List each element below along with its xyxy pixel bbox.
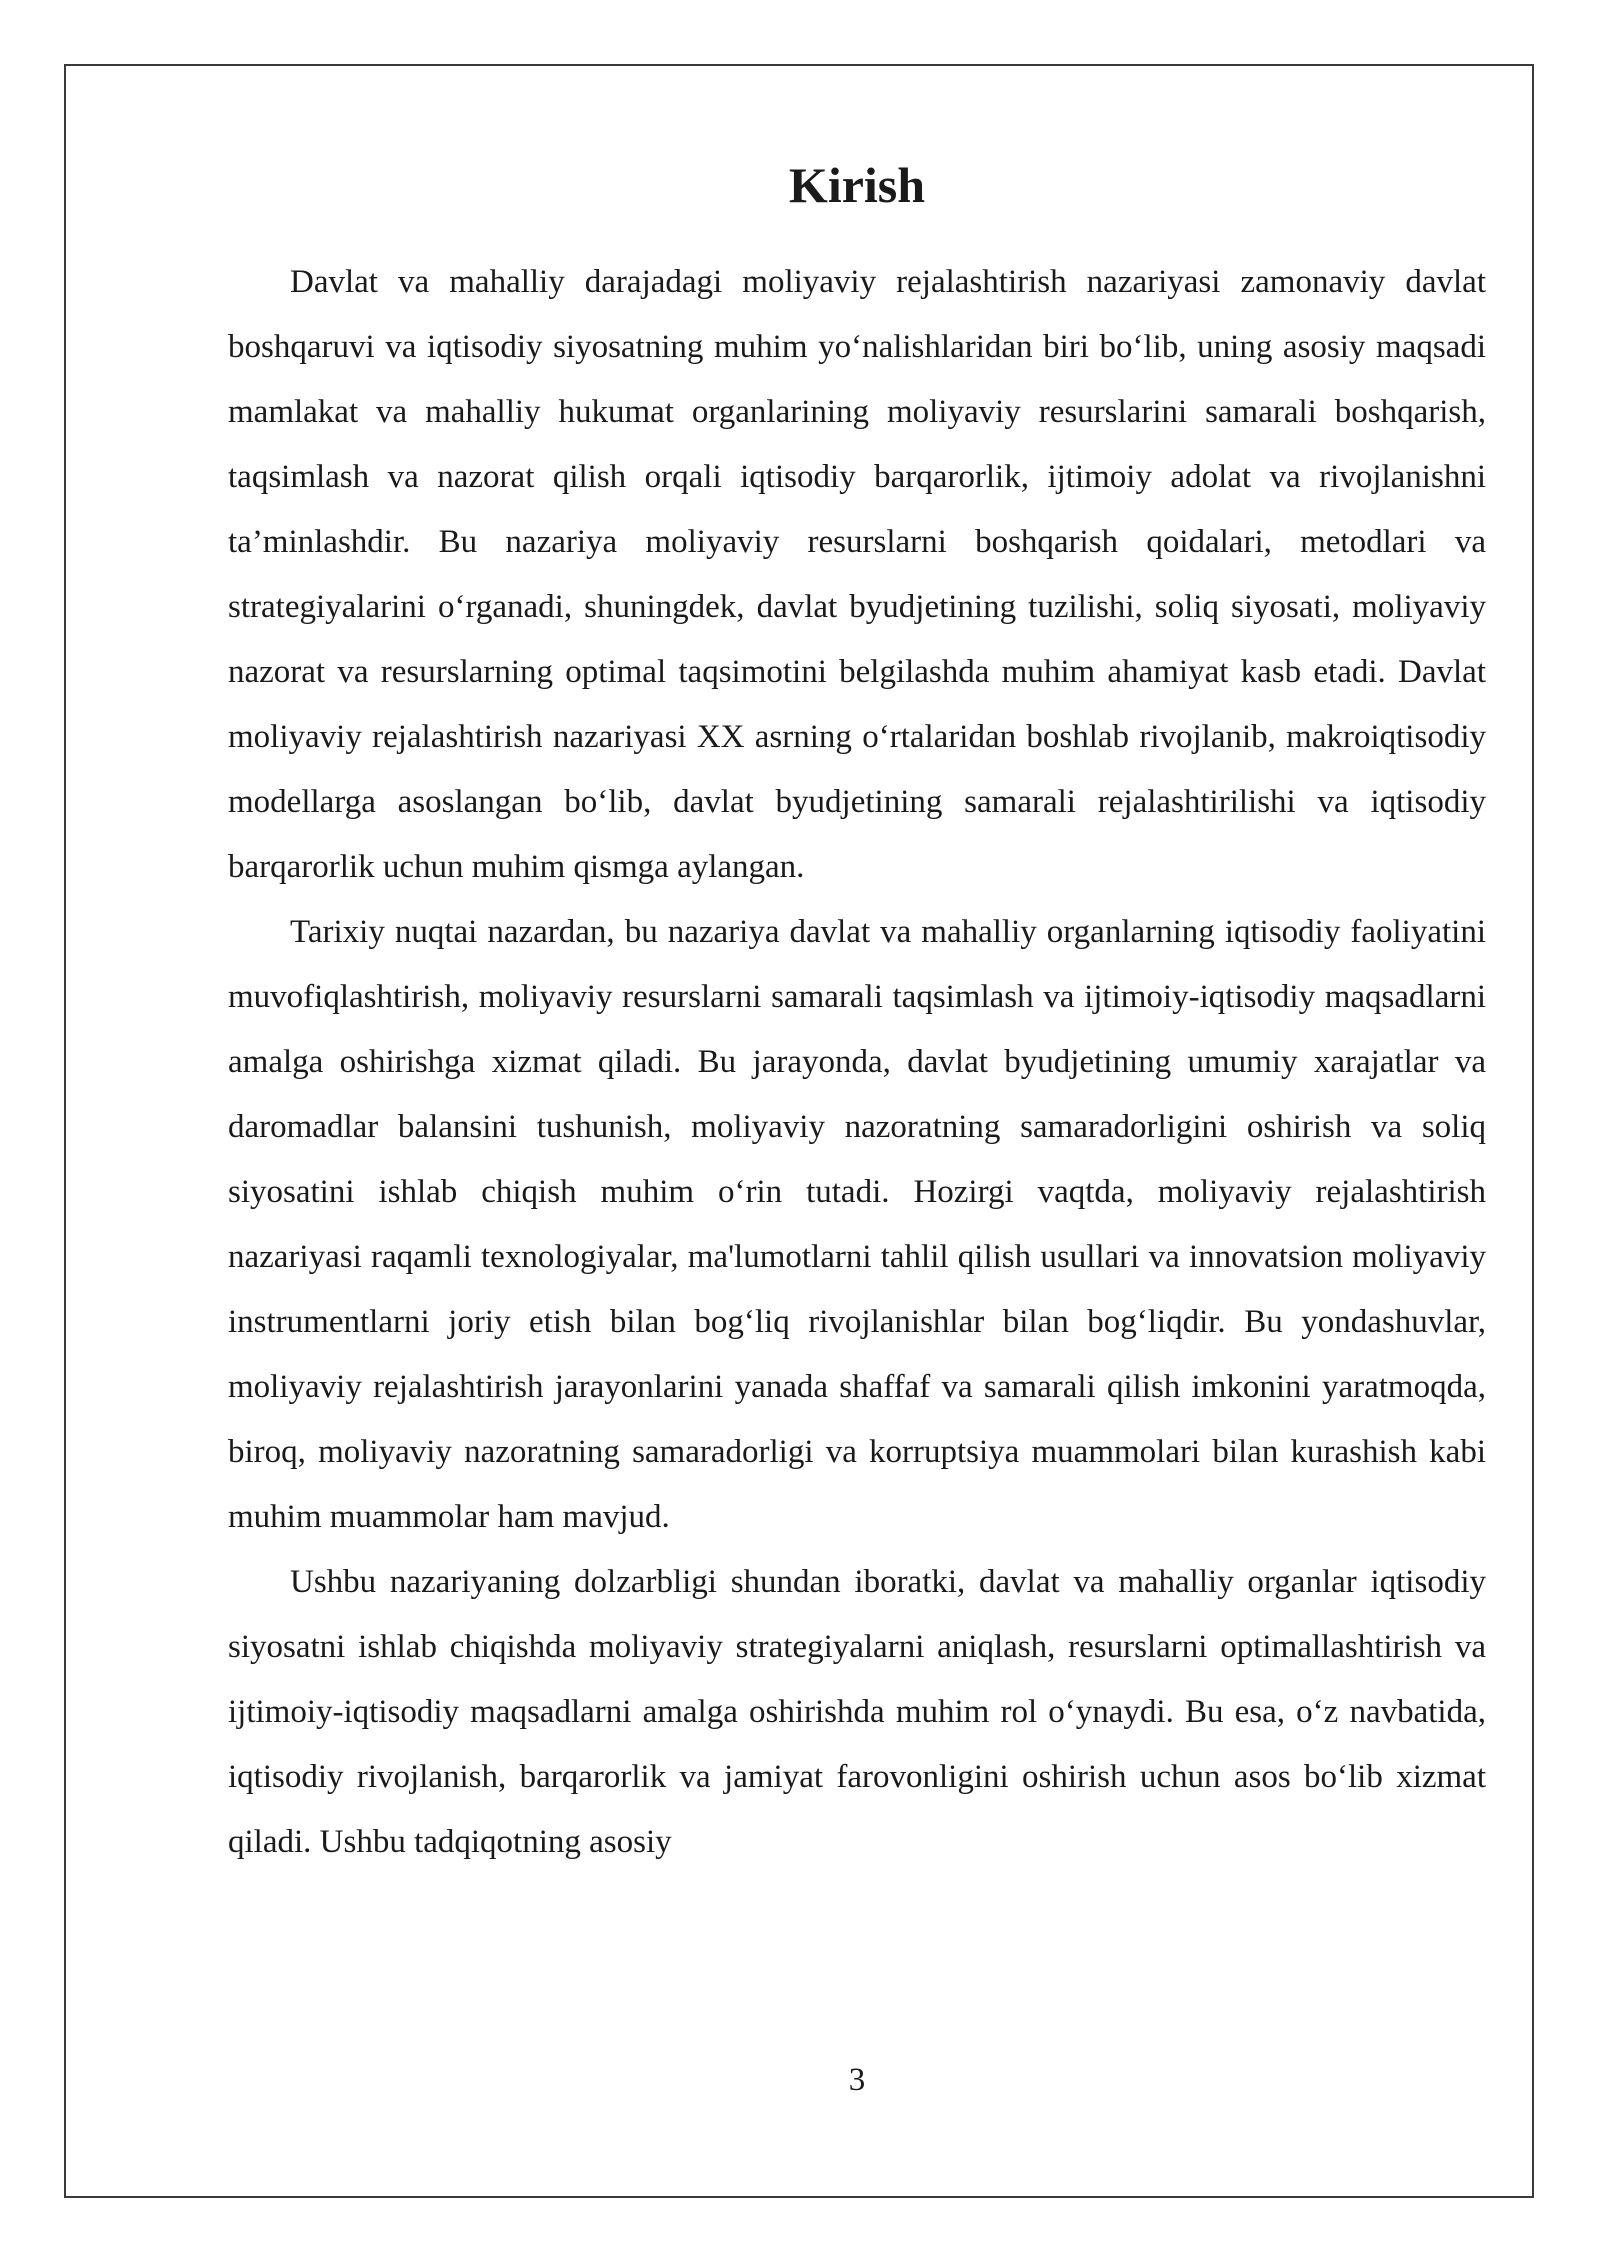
page-title: Kirish xyxy=(788,157,926,213)
document-body xyxy=(228,140,1486,1875)
paragraph-1: Davlat va mahalliy darajadagi moliyaviy rejalashtirish nazariyasi zamonaviy davlat boshqaruvi va iqtisodiy siyosatning muhim yo‘nalishlaridan biri bo‘lib, uning asosiy maqsadi mamlakat va mahalliy hukumat organlarining moliyaviy resurslarini samarali boshqarish, taqsimlash va nazorat qilish orqali iqtisodiy barqarorlik, ijtimoiy adolat va rivojlanishni ta’minlashdir. Bu nazariya moliyaviy resurslarni boshqarish qoidalari, metodlari va strategiyalarini o‘rganadi, shuningdek, davlat byudjetining tuzilishi, soliq siyosati, moliyaviy nazorat va resurslarning optimal taqsimotini belgilashda muhim ahamiyat kasb etadi. Davlat moliyaviy rejalashtirish nazariyasi XX asrning o‘rtalaridan boshlab rivojlanib, makroiqtisodiy modellarga asoslangan bo‘lib, davlat byudjetining samarali rejalashtirilishi va iqtisodiy barqarorlik uchun muhim qismga aylangan. xyxy=(228,264,1486,885)
paragraph-2: Tarixiy nuqtai nazardan, bu nazariya davlat va mahalliy organlarning iqtisodiy faoliyatini muvofiqlashtirish, moliyaviy resurslarni samarali taqsimlash va ijtimoiy-iqtisodiy maqsadlarni amalga oshirishga xizmat qiladi. Bu jarayonda, davlat byudjetining umumiy xarajatlar va daromadlar balansini tushunish, moliyaviy nazoratning samaradorligini oshirish va soliq siyosatini ishlab chiqish muhim o‘rin tutadi. Hozirgi vaqtda, moliyaviy rejalashtirish nazariyasi raqamli texnologiyalar, ma'lumotlarni tahlil qilish usullari va innovatsion moliyaviy instrumentlarni joriy etish bilan bog‘liq rivojlanishlar bilan bog‘liqdir. Bu yondashuvlar, moliyaviy rejalashtirish jarayonlarini yanada shaffaf va samarali qilish imkonini yaratmoqda, biroq, moliyaviy nazoratning samaradorligi va korruptsiya muammolari bilan kurashish kabi muhim muammolar ham mavjud. xyxy=(228,914,1486,1535)
paragraph-3: Ushbu nazariyaning dolzarbligi shundan iboratki, davlat va mahalliy organlar iqtisodiy siyosatni ishlab chiqishda moliyaviy strategiyalarni aniqlash, resurslarni optimallashtirish va ijtimoiy-iqtisodiy maqsadlarni amalga oshirishda muhim rol o‘ynaydi. Bu esa, o‘z navbatida, iqtisodiy rivojlanish, barqarorlik va jamiyat farovonligini oshirish uchun asos bo‘lib xizmat qiladi. Ushbu tadqiqotning asosiy xyxy=(228,1564,1486,1860)
page-number: 3 xyxy=(848,2062,866,2098)
